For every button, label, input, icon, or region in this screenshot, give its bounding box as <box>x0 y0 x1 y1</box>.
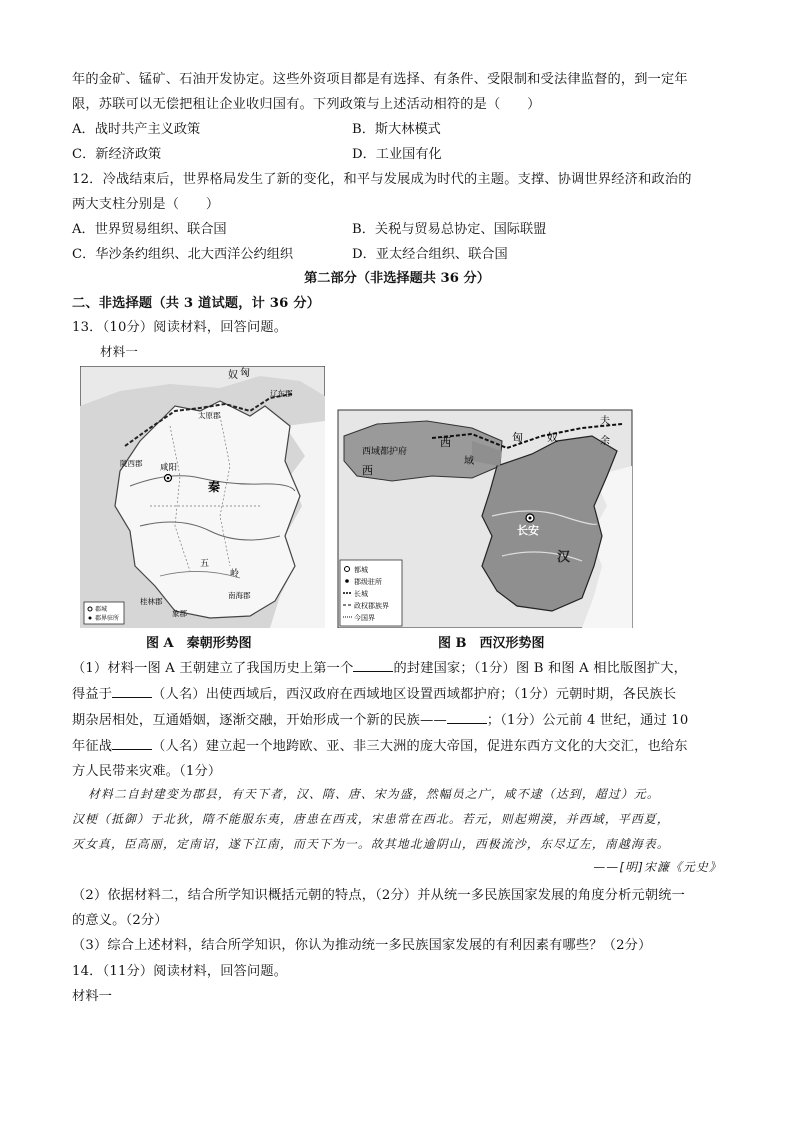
map-b-changan-label: 长安 <box>517 524 539 537</box>
map-b-legend-item: 今国界 <box>354 614 375 622</box>
material2-line-1: 材料二自封建变为郡县，有天下者，汉、隋、唐、宋为盛，然幅员之广，咸不逮（达到，超过）元。 <box>88 787 660 801</box>
map-b-legend-item: 政权郡族界 <box>354 602 389 610</box>
part2-title: 第二部分（非选择题共 36 分） <box>304 271 490 286</box>
map-b-fu-label: 夫 <box>600 416 610 427</box>
map-b-xiongnu-label-2: 奴 <box>547 431 558 444</box>
answer-blank-4[interactable] <box>112 737 152 750</box>
map-a-legend-item: 郡城 <box>95 606 108 613</box>
map-a-qin-dynasty <box>80 366 325 628</box>
q11-option-d[interactable]: D．工业国有化 <box>352 147 442 162</box>
map-b-legend-item: 长城 <box>354 590 368 598</box>
section2-title: 二、非选择题（共 3 道试题，计 36 分） <box>72 296 321 311</box>
map-b-legend-item: 郡级驻所 <box>354 578 382 586</box>
map-a-taiyuan-label: 太原郡 <box>198 411 221 420</box>
map-a-guilin-label: 桂林郡 <box>140 597 163 606</box>
map-b-western-han <box>332 366 642 628</box>
q13-sub1-line-1: （1）材料一图 A 王朝建立了我国历史上第一个 的封建国家；（1分）图 B 和图 A 相比版图扩大， <box>72 661 688 676</box>
map-b-xi-label-1: 西 <box>440 436 451 449</box>
q12-option-b[interactable]: B．关税与贸易总协定、国际联盟 <box>352 222 547 237</box>
material2-line-3: 灭女真，臣高丽，定南诏，遂下江南，而天下为一。故其地北逾阴山，西极流沙，东尽辽左，南越海表。 <box>72 837 670 851</box>
q13-sub2-line-2: 的意义。（2分） <box>72 913 168 928</box>
q11-option-c[interactable]: C．新经济政策 <box>72 147 162 162</box>
q13-sub1-line-3: 期杂居相处，互通婚姻，逐渐交融，开始形成一个新的民族—— ；（1分）公元前 4 世纪，通过 10 <box>72 713 689 728</box>
map-a-xiongnu-label-2: 奴 <box>228 370 238 381</box>
map-b-yu2-label: 域 <box>464 456 474 467</box>
q11-option-a[interactable]: A．战时共产主义政策 <box>72 122 201 137</box>
material2-source: ——[明]宋濂《元史》 <box>593 860 722 874</box>
map-b-xi-label-2: 西 <box>362 464 373 477</box>
map-b-duhu-label: 西域都护府 <box>362 447 408 457</box>
q13-sub3: （3）综合上述材料，结合所学知识，你认为推动统一多民族国家发展的有利因素有哪些？（2分） <box>72 938 652 953</box>
q13-sub1-line-4: 年征战 （人名）建立起一个地跨欧、亚、非三大洲的庞大帝国，促进东西方文化的大交汇，也给东 <box>72 739 688 754</box>
map-a-legend-item: 郡界驻所 <box>95 615 120 622</box>
map-a-caption: 图 A 秦朝形势图 <box>146 636 252 651</box>
q13-sub2-line-1: （2）依据材料二，结合所学知识概括元朝的特点，（2分）并从统一多民族国家发展的角度分析元朝统一 <box>72 888 686 903</box>
answer-blank-3[interactable] <box>447 711 487 724</box>
map-a-wu-label: 五 <box>200 559 210 569</box>
q11-stem-line-1: 年的金矿、锰矿、石油开发协定。这些外资项目都是有选择、有条件、受限制和受法律监督的，到一定年 <box>72 72 688 87</box>
map-a-liaodong-label: 辽东郡 <box>270 389 293 398</box>
q13-sub1-line-2: 得益于 （人名）出使西域后，西汉政府在西域地区设置西域都护府；（1分）元朝时期，各民族长 <box>72 687 677 702</box>
material2-line-2: 汉梗（抵御）于北狄，隋不能服东夷，唐患在西戎，宋患常在西北。若元，则起朔漠，并西域，平西夏， <box>72 812 670 826</box>
map-a-longxi-label: 陇西郡 <box>120 459 143 468</box>
q11-option-b[interactable]: B．斯大林模式 <box>352 122 441 137</box>
q11-stem-line-2: 限，苏联可以无偿把租让企业收归国有。下列政策与上述活动相符的是（ ） <box>72 97 541 112</box>
map-a-ling-label: 岭 <box>230 569 240 579</box>
q14-material1-label: 材料一 <box>72 989 113 1004</box>
q13-material1-label: 材料一 <box>100 344 139 359</box>
q13-sub1-line-5: 方人民带来灾难。（1分） <box>72 764 222 779</box>
map-a-xiongnu-label-1: 匈 <box>240 368 250 379</box>
q12-option-a[interactable]: A．世界贸易组织、联合国 <box>72 222 227 237</box>
map-a-nanhai-label: 南海郡 <box>228 591 251 600</box>
map-b-caption: 图 B 西汉形势图 <box>438 636 545 651</box>
answer-blank-1[interactable] <box>353 659 393 672</box>
map-b-legend-item: 都城 <box>354 566 368 574</box>
q12-option-d[interactable]: D．亚太经合组织、联合国 <box>352 247 508 262</box>
map-a-qin-label: 秦 <box>208 480 221 494</box>
q14-header: 14．（11分）阅读材料，回答问题。 <box>72 964 288 979</box>
map-b-yu-label: 余 <box>600 436 610 447</box>
map-a-xianyang-label: 咸阳 <box>160 463 178 473</box>
map-a-xiang-label: 象郡 <box>172 609 187 618</box>
map-b-han-label: 汉 <box>557 550 571 565</box>
q12-stem-line-2: 两大支柱分别是（ ） <box>72 197 220 212</box>
q12-option-c[interactable]: C．华沙条约组织、北大西洋公约组织 <box>72 247 294 262</box>
map-b-xiongnu-label-1: 匈 <box>512 431 523 444</box>
answer-blank-2[interactable] <box>112 685 152 698</box>
q13-header: 13．（10分）阅读材料，回答问题。 <box>72 320 288 335</box>
q12-stem-line-1: 12．冷战结束后，世界格局发生了新的变化，和平与发展成为时代的主题。支撑、协调世界经济和政治的 <box>72 172 692 187</box>
